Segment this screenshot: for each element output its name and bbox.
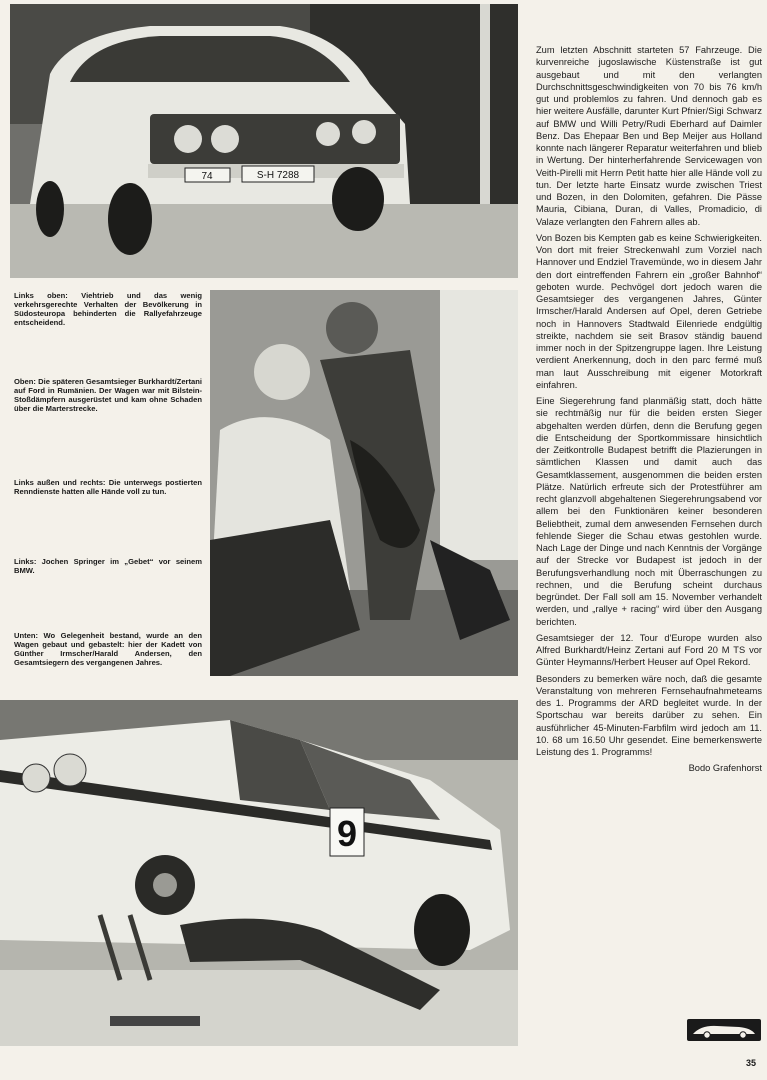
caption-top: Oben: Die späteren Gesamtsieger Burkhardt/Zertani auf Ford in Rumänien. Der Wagen war mit Bilstein-Stoßdämpfern ausgerüstet und kam ohne Schaden über die Marterstrecke. xyxy=(14,377,202,413)
license-plate-left: 74 xyxy=(201,171,213,182)
race-car-end-logo-icon xyxy=(687,1019,761,1041)
author-name: Bodo Grafenhorst xyxy=(688,763,762,774)
article-paragraph: Besonders zu bemerken wäre noch, daß die gesamte Veranstaltung von mehreren Fernsehaufnahmeteams des 1. Programms der ARD begleitet wurde. In der Sportschau war bereits darüber zu sehen. Ein ausführlicher 45-Minuten-Farbfilm wird jedoch am 11. 10. 68 um 16.50 Uhr gesendet. Eine bemerkenswerte Leistung des 1. Programms! xyxy=(536,673,762,757)
photo-kadett-under-repair xyxy=(0,700,518,1046)
article-column xyxy=(536,44,762,775)
page-number: 35 xyxy=(746,1058,757,1068)
photo-ford-rally-car xyxy=(10,4,518,278)
article-paragraph: Gesamtsieger der 12. Tour d'Europe wurden also Alfred Burkhardt/Heinz Zertani auf Ford 20 M TS vor Günter Heymanns/Herbert Heuser auf Opel Rekord. xyxy=(536,632,762,668)
caption-left: Links: Jochen Springer im „Gebet“ vor seinem BMW. xyxy=(14,557,202,575)
article-paragraph: Zum letzten Abschnitt starteten 57 Fahrzeuge. Die kurvenreiche jugoslawische Küstenstraße ist gut ausgebaut und mit den verlangten Durchschnittsgeschwindigkeiten von 70 bis 76 km/h gut und problemlos zu fahren. Und dennoch gab es hier weitere Ausfälle, darunter Kurt Pfnier/Sigi Schwarz auf BMW und Willi Petry/Rudi Eberhard auf Daimler Benz. Das Ehepaar Ben und Bep Meijer aus Holland konnte nach längerer Reparatur weiterfahren und blieb in Wertung. Der hinterherfahrende Servicewagen von Veith-Pirelli mit Herrn Petit hatte hier alle Hände voll zu tun. Der letzte harte Einsatz wurde zwischen Triest und Bozen, in den Dolomiten, gefahren. Die Pässe Mauria, Cibiana, Duran, di Valles, Promadicio, di Valaze verlangten den Fahrern alles ab. xyxy=(536,45,762,227)
article-paragraph: Von Bozen bis Kempten gab es keine Schwierigkeiten. Von dort mit freier Streckenwahl zum Vorziel nach Hannover und Endziel Travemünde, wo in diesem Jahr den dort eintreffenden Fahrern ein „großer Bahnhof“ geboten wurde. Pechvögel dort jedoch waren die Gesamtsieger des vergangenen Jahres, Günter Irmscher/Harald Andersen auf Opel, deren Getriebe noch in Hannovers Stadtwald Eilenriede endgültig streikte, nachdem sie seit Brasov ständig bauend immer noch in der Spitzengruppe lagen. Ihre Leistung verdient Anerkennung, doch in den parc fermé muß man laut Ausschreibung mit eigener Motorkraft einfahren. xyxy=(536,232,762,390)
caption-outer-right: Links außen und rechts: Die unterwegs postierten Renndienste hatten alle Hände voll zu tun. xyxy=(14,478,202,496)
article-paragraph: Eine Siegerehrung fand planmäßig statt, doch hätte sie rechtmäßig nur für die beiden ersten Sieger abgehalten werden dürfen, denn die Berufung gegen die Entscheidung der Sportkommissare hinsichtlich der Zeitkontrolle Budapest betrifft die Plazierungen in sämtlichen Klassen und damit auch das Gesamtklassement, ausgenommen die beiden ersten Plätze. Natürlich erfreute sich der Protestführer am recht glanzvoll abgehaltenen Siegerehrungsabend vor allem bei den Funktionären keiner besonderen Beliebtheit, zumal dem anwesenden Fernsehen durch fehlende Sieger die Schau etwas gestohlen wurde. Nach Lage der Dinge und nach Kenntnis der Vorgänge auf der Strecke vor Budapest ist jedoch in der Berufungsverhandlung noch mit Überraschungen zu rechnen, und die Berufung scheint durchaus begründet. Der Fall soll am 15. November verhandelt werden, und „rallye + racing“ wird über den Ausgang berichten. xyxy=(536,396,762,627)
author-signature-line xyxy=(536,762,762,774)
race-number: 9 xyxy=(336,813,358,854)
caption-bottom: Unten: Wo Gelegenheit bestand, wurde an den Wagen gebaut und gebastelt: hier der Kadett von Günther Irmscher/Harald Andersen, den Gesamtsiegern des vergangenen Jahres. xyxy=(14,631,202,667)
photo-service-mechanics xyxy=(210,290,518,676)
caption-top-left: Links oben: Viehtrieb und das wenig verkehrsgerechte Verhalten der Bevölkerung in Südosteuropa behinderten die Rallyefahrzeuge entscheidend. xyxy=(14,291,202,327)
license-plate-right: S-H 7288 xyxy=(256,170,300,181)
